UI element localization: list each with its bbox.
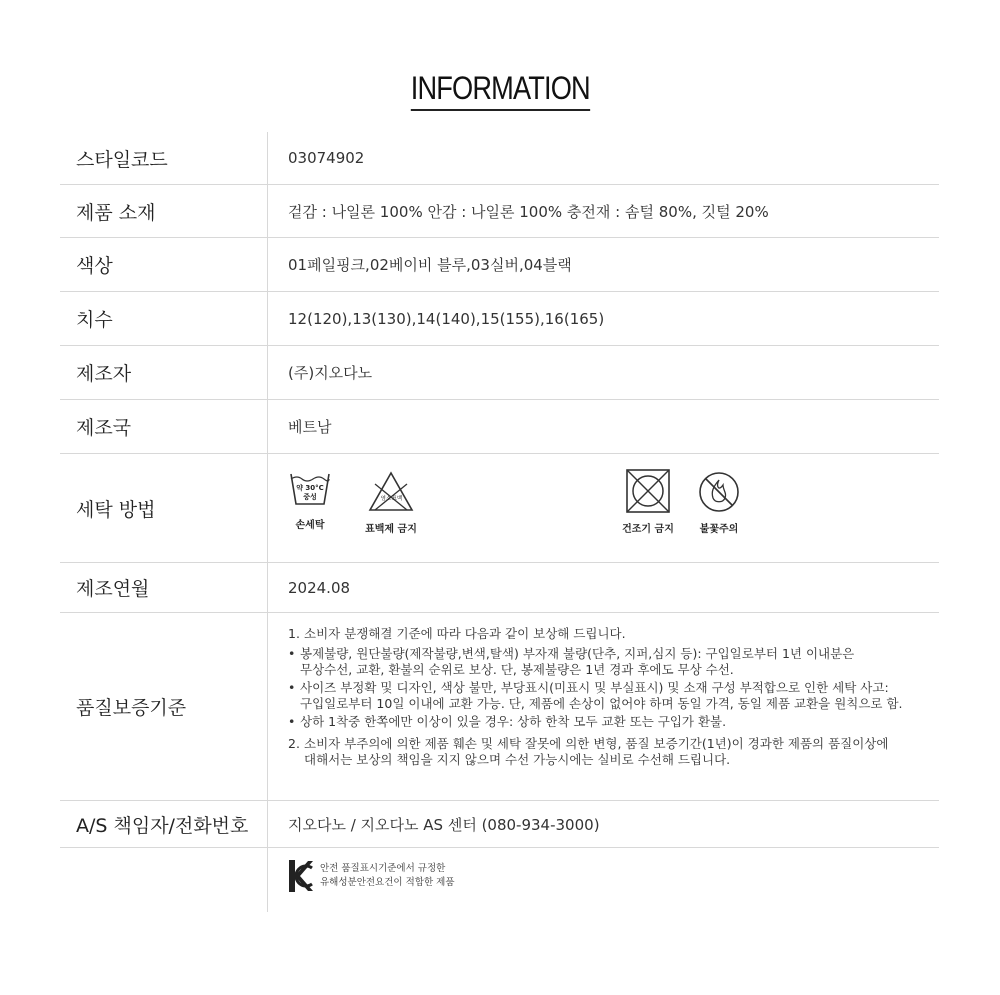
item-line: 대해서는 보상의 책임을 지지 않으며 수선 가능시에는 실비로 수선해 드립니다.: [304, 752, 731, 767]
care-hand-wash: [282, 470, 338, 531]
hand-wash-temp: 약 30°C: [296, 484, 324, 492]
row-color: [60, 238, 939, 292]
bullet: •: [288, 714, 296, 729]
row-value: 겉감 : 나일론 100% 안감 : 나일론 100% 충전재 : 솜털 80%, 깃털 20%: [288, 202, 769, 221]
hand-wash-detergent: 중성: [303, 493, 317, 501]
bullet: •: [288, 646, 296, 661]
care-no-bleach: [360, 470, 422, 535]
row-maker: [60, 346, 939, 400]
kc-line: 안전 품질표시기준에서 규정한: [320, 863, 446, 874]
row-label: 제조자: [76, 363, 132, 385]
row-size: [60, 292, 939, 346]
care-caption: 표백제 금지: [365, 524, 417, 535]
row-label: 스타일코드: [76, 148, 168, 171]
row-washing: [60, 454, 939, 563]
item-number: 1.: [288, 626, 300, 641]
no-fire-icon: [697, 470, 741, 514]
quality-bullet-1: [288, 646, 933, 678]
row-as: [60, 801, 939, 848]
quality-item-1: [288, 626, 933, 642]
item-text: 소비자 분쟁해결 기준에 따라 다음과 같이 보상해 드립니다.: [304, 626, 626, 641]
row-style-code: [60, 132, 939, 185]
care-caption: 건조기 금지: [622, 524, 674, 535]
bullet: •: [288, 680, 296, 695]
row-label: 색상: [76, 255, 113, 277]
quality-bullet-3: [288, 714, 933, 730]
row-country: [60, 400, 939, 454]
row-label: A/S 책임자/전화번호: [76, 814, 249, 837]
no-bleach-icon: [367, 470, 415, 514]
bullet-line: 사이즈 부정확 및 디자인, 색상 불만, 부당표시(미표시 및 부실표시) 및 소재 구성 부적합으로 인한 세탁 사고:: [300, 680, 889, 695]
row-value: 01페일핑크,02베이비 블루,03실버,04블랙: [288, 256, 572, 274]
no-bleach-bleach: 표백: [391, 496, 403, 502]
row-value: 03074902: [288, 149, 365, 167]
care-caption: 손세탁: [295, 520, 325, 531]
kc-text: [320, 862, 455, 890]
page-title: INFORMATION: [410, 70, 589, 111]
row-material: [60, 185, 939, 238]
bullet-line: 구입일로부터 10일 이내에 교환 가능. 단, 제품에 손상이 없어야 하며 동일 가격, 동일 제품 교환을 원칙으로 함.: [300, 696, 903, 711]
hand-wash-icon: [288, 470, 332, 510]
row-label: 치수: [76, 309, 113, 331]
row-label: 품질보증기준: [76, 697, 187, 719]
quality-bullet-2: [288, 680, 933, 712]
kc-mark-icon: [288, 858, 314, 894]
bullet-line: 봉제불량, 원단불량(제작불량,변색,탈색) 부자재 불량(단추, 지퍼,심지 등): 구입일로부터 1년 이내분은: [300, 646, 855, 661]
row-label: 제조국: [76, 417, 132, 439]
row-date: [60, 563, 939, 613]
bullet-line: 상하 1착중 한쪽에만 이상이 있을 경우: 상하 한착 모두 교환 또는 구입가 환불.: [300, 714, 727, 729]
kc-certification: [288, 858, 455, 894]
no-tumble-dry-icon: [625, 468, 671, 514]
item-number: 2.: [288, 736, 300, 751]
care-no-tumble: [618, 468, 678, 535]
item-line: 소비자 부주의에 의한 제품 훼손 및 세탁 잘못에 의한 변형, 품질 보증기간(1년)이 경과한 제품의 품질이상에: [304, 736, 889, 751]
row-label: 제조연월: [76, 578, 150, 600]
page-title-wrap: [0, 70, 1000, 111]
quality-text: [288, 626, 933, 772]
kc-line: 유해성분안전요건이 적합한 제품: [320, 877, 455, 888]
row-value: 베트남: [288, 418, 332, 436]
row-value: 2024.08: [288, 578, 351, 597]
bullet-line: 무상수선, 교환, 환불의 순위로 보상. 단, 봉제불량은 1년 경과 후에도 무상 수선.: [300, 662, 734, 677]
row-value: 12(120),13(130),14(140),15(155),16(165): [288, 309, 605, 328]
row-label: 제품 소재: [76, 201, 156, 224]
care-no-fire: [692, 470, 746, 535]
row-value: 지오다노 / 지오다노 AS 센터 (080-934-3000): [288, 815, 600, 834]
care-caption: 불꽃주의: [699, 524, 739, 535]
quality-item-2: [288, 736, 933, 768]
row-label: 세탁 방법: [76, 498, 156, 521]
row-value: (주)지오다노: [288, 364, 373, 382]
no-bleach-chlorine: 염소: [380, 496, 392, 502]
